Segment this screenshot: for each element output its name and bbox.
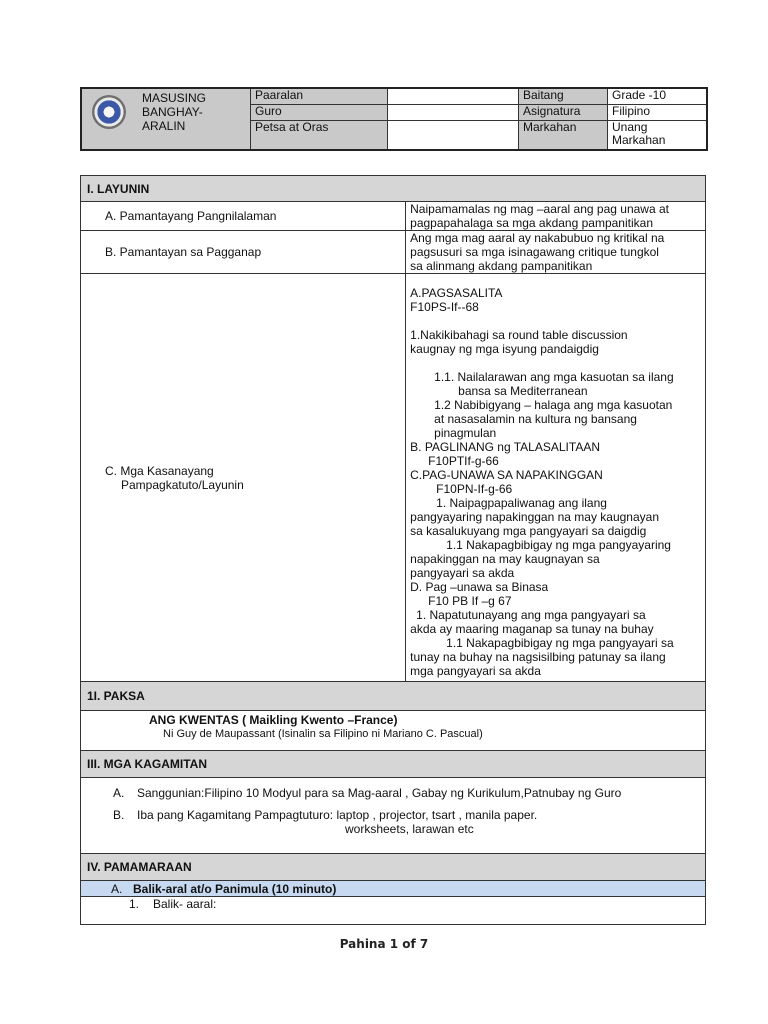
- baitang-label: Baitang: [519, 88, 608, 104]
- text-line: pangyayaring napakinggan na may kaugnayan: [410, 510, 659, 524]
- title-line: MASUSING: [142, 91, 207, 105]
- text-line: bansa sa Mediterranean: [458, 384, 588, 398]
- mga-kasanayang-content: [406, 274, 706, 682]
- section-paksa-heading: 1I. PAKSA: [81, 682, 706, 711]
- text-line: 1. Napatutunayang ang mga pangyayari sa: [416, 608, 646, 622]
- text-line: at nasasalamin na kultura ng bansang: [434, 412, 637, 426]
- competency-code: F10PN-If-g-66: [436, 482, 513, 496]
- text-line: tunay na buhay na nagsisilbing patunay sa ilang: [410, 650, 666, 664]
- page-number: Pahina 1 of 7: [339, 937, 429, 951]
- label-line: Pampagkatuto/Layunin: [121, 477, 244, 492]
- text-line: 1.Nakikibahagi sa round table discussion: [410, 328, 628, 342]
- text-line: pangyayari sa akda: [410, 566, 515, 580]
- section-kagamitan-heading: III. MGA KAGAMITAN: [81, 751, 706, 778]
- text-line: mga pangyayari sa akda: [410, 664, 541, 678]
- list-marker: A.: [113, 786, 125, 800]
- petsa-label: Petsa at Oras: [251, 120, 388, 150]
- pamantayang-pangnilalaman-value: [406, 202, 706, 231]
- competency-code: F10PS-If--68: [410, 300, 479, 314]
- petsa-value: [388, 120, 519, 150]
- text-line: 1.1. Nailalarawan ang mga kasuotan sa ilang: [434, 370, 674, 384]
- title-line: ARALIN: [142, 119, 186, 133]
- text-line: napakinggan na may kaugnayan sa: [410, 552, 600, 566]
- text-line: pagsusuri sa mga isinagawang critique tungkol: [410, 245, 659, 259]
- pamantayang-pangnilalaman-label: A. Pamantayang Pangnilalaman: [81, 202, 406, 231]
- pamantayan-sa-pagganap-value: [406, 231, 706, 274]
- competency-code: F10 PB If –g 67: [428, 594, 512, 608]
- story-title: ANG KWENTAS ( Maikling Kwento –France): [149, 713, 398, 727]
- text-line: 1. Naipagpapaliwanag ang ilang: [436, 496, 607, 510]
- document-title: [142, 91, 206, 133]
- mga-kasanayang-label: [81, 274, 406, 682]
- blank-line: [410, 356, 701, 370]
- pamamaraan-step-a: [81, 881, 706, 897]
- section-layunin-heading: I. LAYUNIN: [81, 176, 706, 202]
- competency-heading: B. PAGLINANG ng TALASALITAAN: [410, 440, 600, 454]
- kagamitan-content: [81, 778, 706, 854]
- markahan-line: Markahan: [612, 132, 666, 147]
- kagamitan-item-a: [113, 786, 705, 800]
- baitang-value: Grade -10: [608, 88, 708, 104]
- lesson-plan-table: [80, 175, 706, 925]
- competency-heading: A.PAGSASALITA: [410, 286, 503, 300]
- text-line: pinagmulan: [434, 426, 497, 440]
- kagamitan-b-text: Iba pang Kagamitang Pampagtuturo: laptop , projector, tsart , manila paper.: [137, 808, 538, 822]
- asignatura-value: Filipino: [608, 104, 708, 120]
- blank-line: [410, 314, 701, 328]
- text-line: 1.2 Nabibigyang – halaga ang mga kasuotan: [434, 398, 673, 412]
- text-line: pagpapahalaga sa mga akdang pampanitikan: [410, 216, 653, 230]
- asignatura-label: Asignatura: [519, 104, 608, 120]
- markahan-value: [608, 120, 708, 150]
- deped-seal-icon: [92, 95, 126, 129]
- text-line: akda ay maaring maganap sa tunay na buhay: [410, 622, 654, 636]
- text-line: Ang mga mag aaral ay nakabubuo ng kritikal na: [410, 231, 665, 245]
- markahan-line: Unang: [612, 119, 648, 134]
- paaralan-label: Paaralan: [251, 88, 388, 104]
- step-a-title: Balik-aral at/o Panimula (10 minuto): [133, 881, 337, 896]
- guro-value: [388, 104, 519, 120]
- text-line: sa alinmang akdang pampanitikan: [410, 259, 593, 273]
- competency-heading: D. Pag –unawa sa Binasa: [410, 580, 549, 594]
- header-brand-cell: [81, 88, 251, 150]
- section-pamamaraan-heading: IV. PAMAMARAAN: [81, 854, 706, 881]
- paksa-content: [81, 711, 706, 751]
- text-line: sa kasalukuyang mga pangyayari sa daigdig: [410, 524, 647, 538]
- text-line: kaugnay ng mga isyung pandaigdig: [410, 342, 599, 356]
- story-author: Ni Guy de Maupassant (Isinalin sa Filipino ni Mariano C. Pascual): [163, 728, 483, 740]
- pamamaraan-item: [81, 897, 706, 925]
- text-line: 1.1 Nakapagbibigay ng mga pangyayaring: [446, 538, 671, 552]
- header-table: [80, 87, 708, 151]
- kagamitan-b-text-continued: worksheets, larawan etc: [345, 822, 474, 836]
- markahan-label: Markahan: [519, 120, 608, 150]
- pamantayan-sa-pagganap-label: B. Pamantayan sa Pagganap: [81, 231, 406, 274]
- list-marker: 1.: [129, 897, 140, 911]
- balik-aaral-text: Balik- aaral:: [153, 897, 217, 911]
- kagamitan-item-b: [113, 808, 705, 822]
- label-line: C. Mga Kasanayang: [105, 463, 214, 478]
- guro-label: Guro: [251, 104, 388, 120]
- text-line: 1.1 Nakapagbibigay ng mga pangyayari sa: [446, 636, 674, 650]
- text-line: Naipamamalas ng mag –aaral ang pag unawa at: [410, 202, 669, 216]
- list-marker: A.: [111, 881, 123, 896]
- paaralan-value: [388, 88, 519, 104]
- title-line: BANGHAY-: [142, 105, 203, 119]
- list-marker: B.: [113, 808, 125, 822]
- competency-heading: C.PAG-UNAWA SA NAPAKINGGAN: [410, 468, 603, 482]
- competency-code: F10PTIf-g-66: [428, 454, 499, 468]
- kagamitan-a-text: Sanggunian:Filipino 10 Modyul para sa Mag-aaral , Gabay ng Kurikulum,Patnubay ng Guro: [137, 786, 622, 800]
